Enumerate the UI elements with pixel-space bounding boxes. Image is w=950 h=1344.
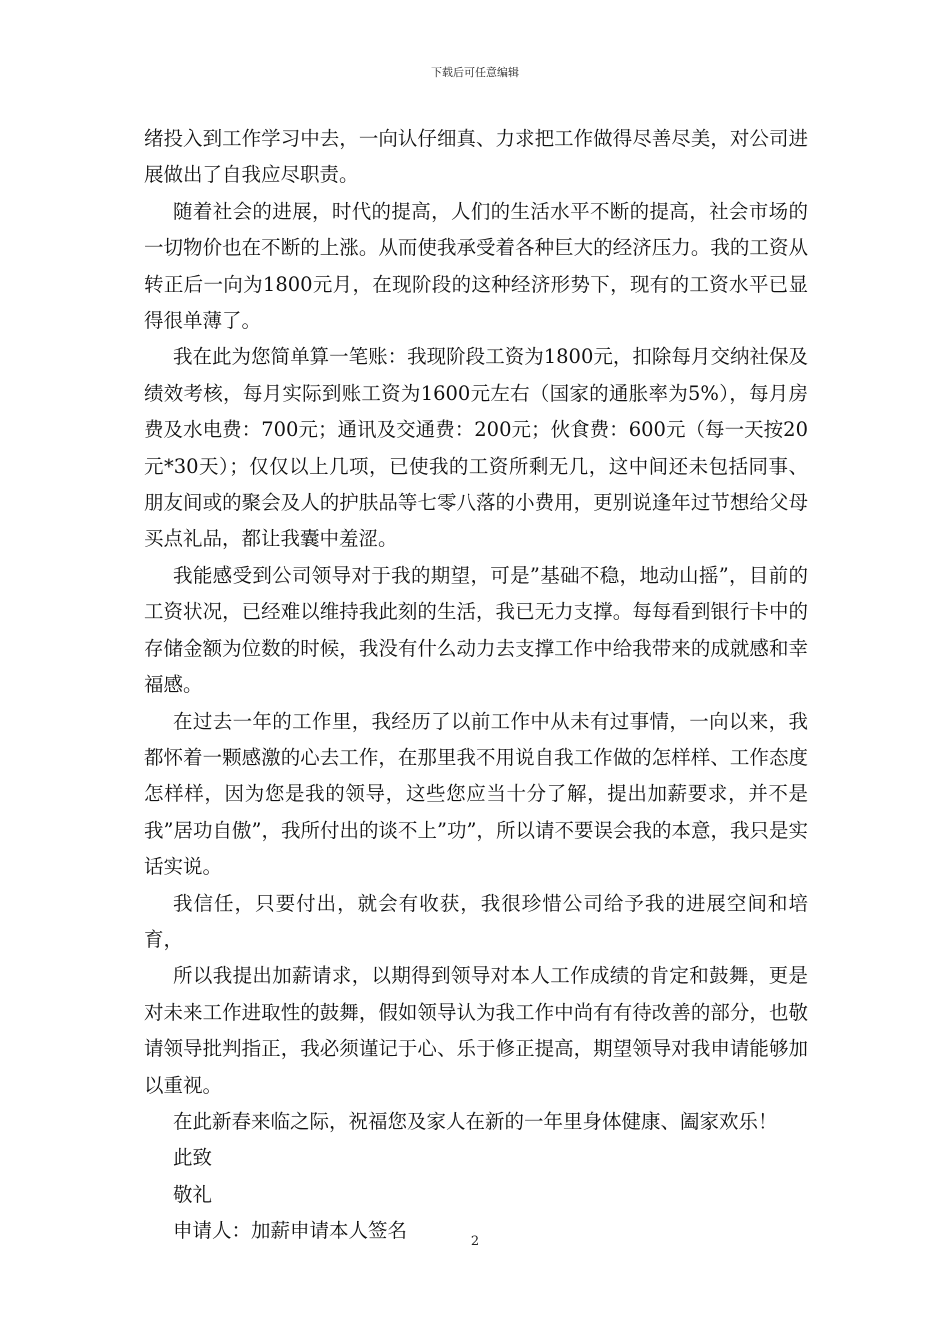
paragraph-request: 所以我提出加薪请求，以期得到领导对本人工作成绩的肯定和鼓舞，更是对未来工作进取性的鼓舞，假如领导认为我工作中尚有有待改善的部分，也敬请领导批判指正，我必须谨记于心、乐于修正提高，期望领导对我申请能够加以重视。 (144, 964, 808, 1097)
closing-line-1: 此致 (173, 1146, 213, 1170)
page-header-note: 下载后可任意编辑 (431, 66, 519, 79)
signature-line: 申请人：加薪申请本人签名 (173, 1219, 408, 1243)
paragraph-expectations: 我能感受到公司领导对于我的期望，可是”基础不稳，地动山摇”，目前的工资状况，已经难以维持我此刻的生活，我已无力支撑。每每看到银行卡中的存储金额为位数的时候，我没有什么动力去支撑工作中给我带来的成就感和幸福感。 (144, 563, 808, 697)
closing-line-2: 敬礼 (173, 1182, 213, 1206)
page-number: 2 (470, 1234, 480, 1249)
paragraph-continuation: 绪投入到工作学习中去，一向认仔细真、力求把工作做得尽善尽美，对公司进展做出了自我应尽职责。 (144, 127, 808, 187)
paragraph-blessing: 在此新春来临之际，祝福您及家人在新的一年里身体健康、阖家欢乐！ (173, 1109, 778, 1133)
letter-body (144, 121, 808, 1250)
paragraph-past-year: 在过去一年的工作里，我经历了以前工作中从未有过事情，一向以来，我都怀着一颗感激的心去工作，在那里我不用说自我工作做的怎样样、工作态度怎样样，因为您是我的领导，这些您应当十分了解，提出加薪要求，并不是我”居功自傲”，我所付出的谈不上”功”，所以请不要误会我的本意，我只是实话实说。 (144, 709, 808, 879)
paragraph-trust: 我信任，只要付出，就会有收获，我很珍惜公司给予我的进展空间和培育， (144, 891, 808, 951)
paragraph-expenses: 我在此为您简单算一笔账：我现阶段工资为1800元，扣除每月交纳社保及绩效考核，每月实际到账工资为1600元左右（国家的通胀率为5%），每月房费及水电费：700元；通讯及交通费：200元；伙食费：600元（每一天按20元*30天）；仅仅以上几项，已使我的工资所剩无几，这中间还未包括同事、朋友间或的聚会及人的护肤品等七零八落的小费用，更别说逢年过节想给父母买点礼品，都让我囊中羞涩。 (144, 345, 808, 551)
paragraph-economy: 随着社会的进展，时代的提高，人们的生活水平不断的提高，社会市场的一切物价也在不断的上涨。从而使我承受着各种巨大的经济压力。我的工资从转正后一向为1800元月，在现阶段的这种经济形势下，现有的工资水平已显得很单薄了。 (144, 199, 808, 333)
